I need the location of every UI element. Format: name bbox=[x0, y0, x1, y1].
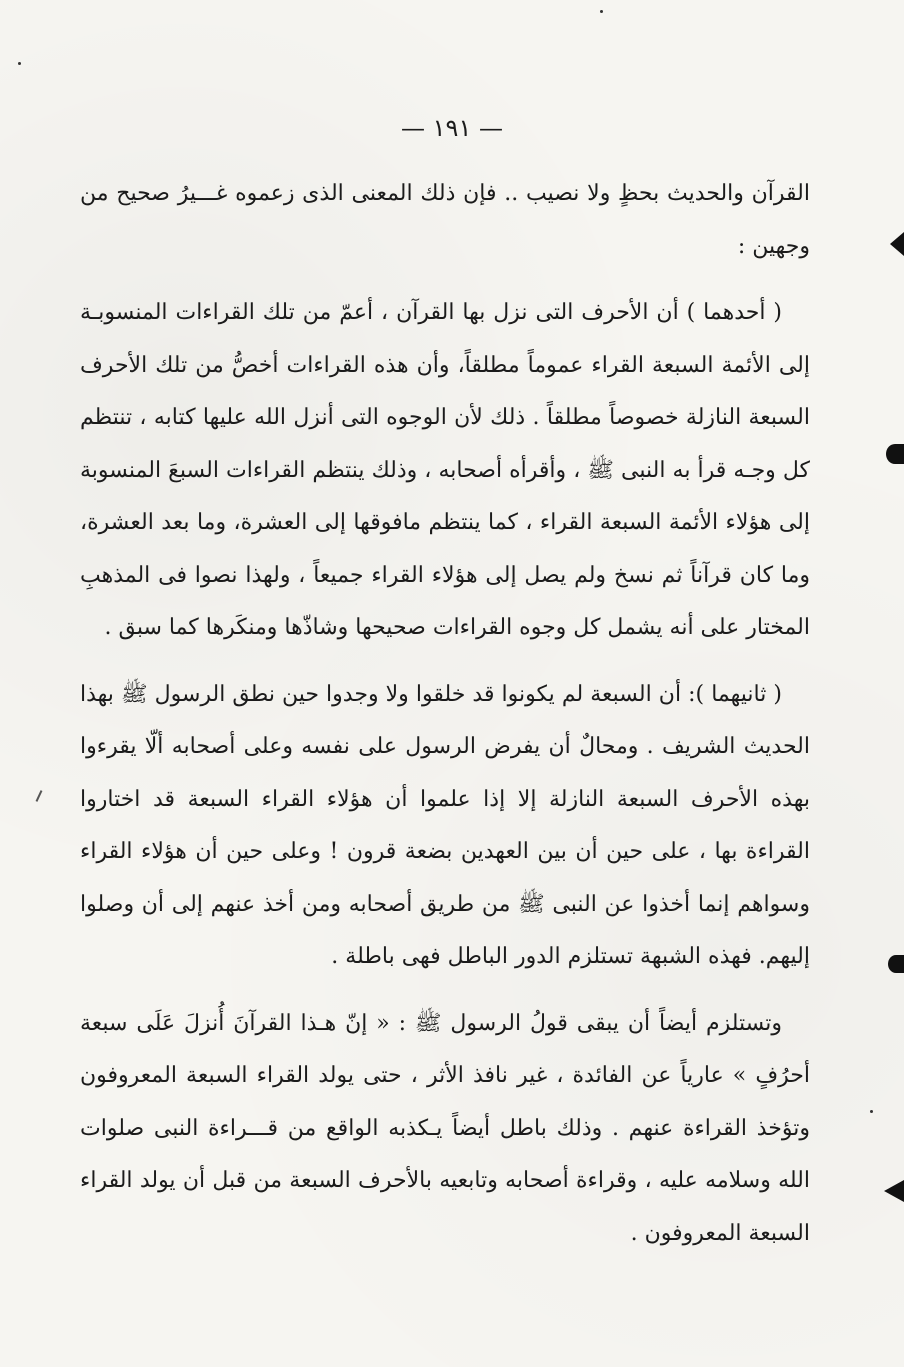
paragraph-continuation: القرآن والحديث بحظٍ ولا نصيب .. فإن ذلك المعنى الذى زعموه غـــيرُ صحيح من وجهين : bbox=[80, 181, 810, 259]
scan-edge-mark bbox=[886, 444, 904, 464]
scan-speck bbox=[18, 62, 21, 65]
body-text bbox=[80, 168, 810, 1274]
paragraph-first-aspect: ( أحدهما ) أن الأحرف التى نزل بها القرآن ، أعمّ من تلك القراءات المنسوبـة إلى الأئمة السبعة القراء عموماً مطلقاً، وأن هذه القراءات أخصُّ من تلك الأحرف السبعة النازلة خصوصاً مطلقاً . ذلك لأن الوجوه التى أنزل الله عليها كتابه ، تنتظم كل وجـه قرأ به النبى ﷺ ، وأقرأه أصحابه ، وذلك ينتظم القراءات السبعَ المنسوبة إلى هؤلاء الأئمة السبعة القراء ، كما ينتظم مافوقها إلى العشرة، وما بعد العشرة، وما كان قرآناً ثم نسخ ولم يصل إلى هؤلاء القراء جميعاً ، ولهذا نصوا فى المذهبِ المختار على أنه يشمل كل وجوه القراءات صحيحها وشاذّها ومنكَرها كما سبق . bbox=[80, 300, 810, 640]
scan-edge-mark bbox=[888, 955, 904, 973]
scan-edge-mark bbox=[884, 1180, 904, 1202]
scan-edge-mark bbox=[890, 232, 904, 256]
page-number: — ١٩١ — bbox=[401, 114, 503, 142]
paragraph-second-aspect: ( ثانيهما ): أن السبعة لم يكونوا قد خلقوا ولا وجدوا حين نطق الرسول ﷺ بهذا الحديث الشريف . ومحالٌ أن يفرض الرسول على نفسه وعلى أصحابه ألّا يقرءوا بهذه الأحرف السبعة النازلة إلا إذا علموا أن هؤلاء القراء السبعة قد اختاروا القراءة بها ، على حين أن بين العهدين بضعة قرون ! وعلى حين أن هؤلاء القراء وسواهم إنما أخذوا عن النبى ﷺ من طريق أصحابه ومن أخذ عنهم إلى أن وصلوا إليهم. فهذه الشبهة تستلزم الدور الباطل فهى باطلة . bbox=[80, 681, 810, 969]
scan-speck bbox=[870, 1110, 873, 1113]
margin-mark bbox=[36, 790, 43, 802]
scan-speck bbox=[600, 10, 603, 13]
paragraph-consequence: وتستلزم أيضاً أن يبقى قولُ الرسول ﷺ : « إنّ هـذا القرآنَ أُنزلَ عَلَى سبعة أحرُفٍ » عارياً عن الفائدة ، غير نافذ الأثر ، حتى يولد القراء السبعة المعروفون وتؤخذ القراءة عنهم . وذلك باطل أيضاً يـكذبه الواقع من قـــراءة النبى صلوات الله وسلامه عليه ، وقراءة أصحابه وتابعيه بالأحرف السبعة من قبل أن يولد القراء السبعة المعروفون . bbox=[80, 1010, 810, 1246]
